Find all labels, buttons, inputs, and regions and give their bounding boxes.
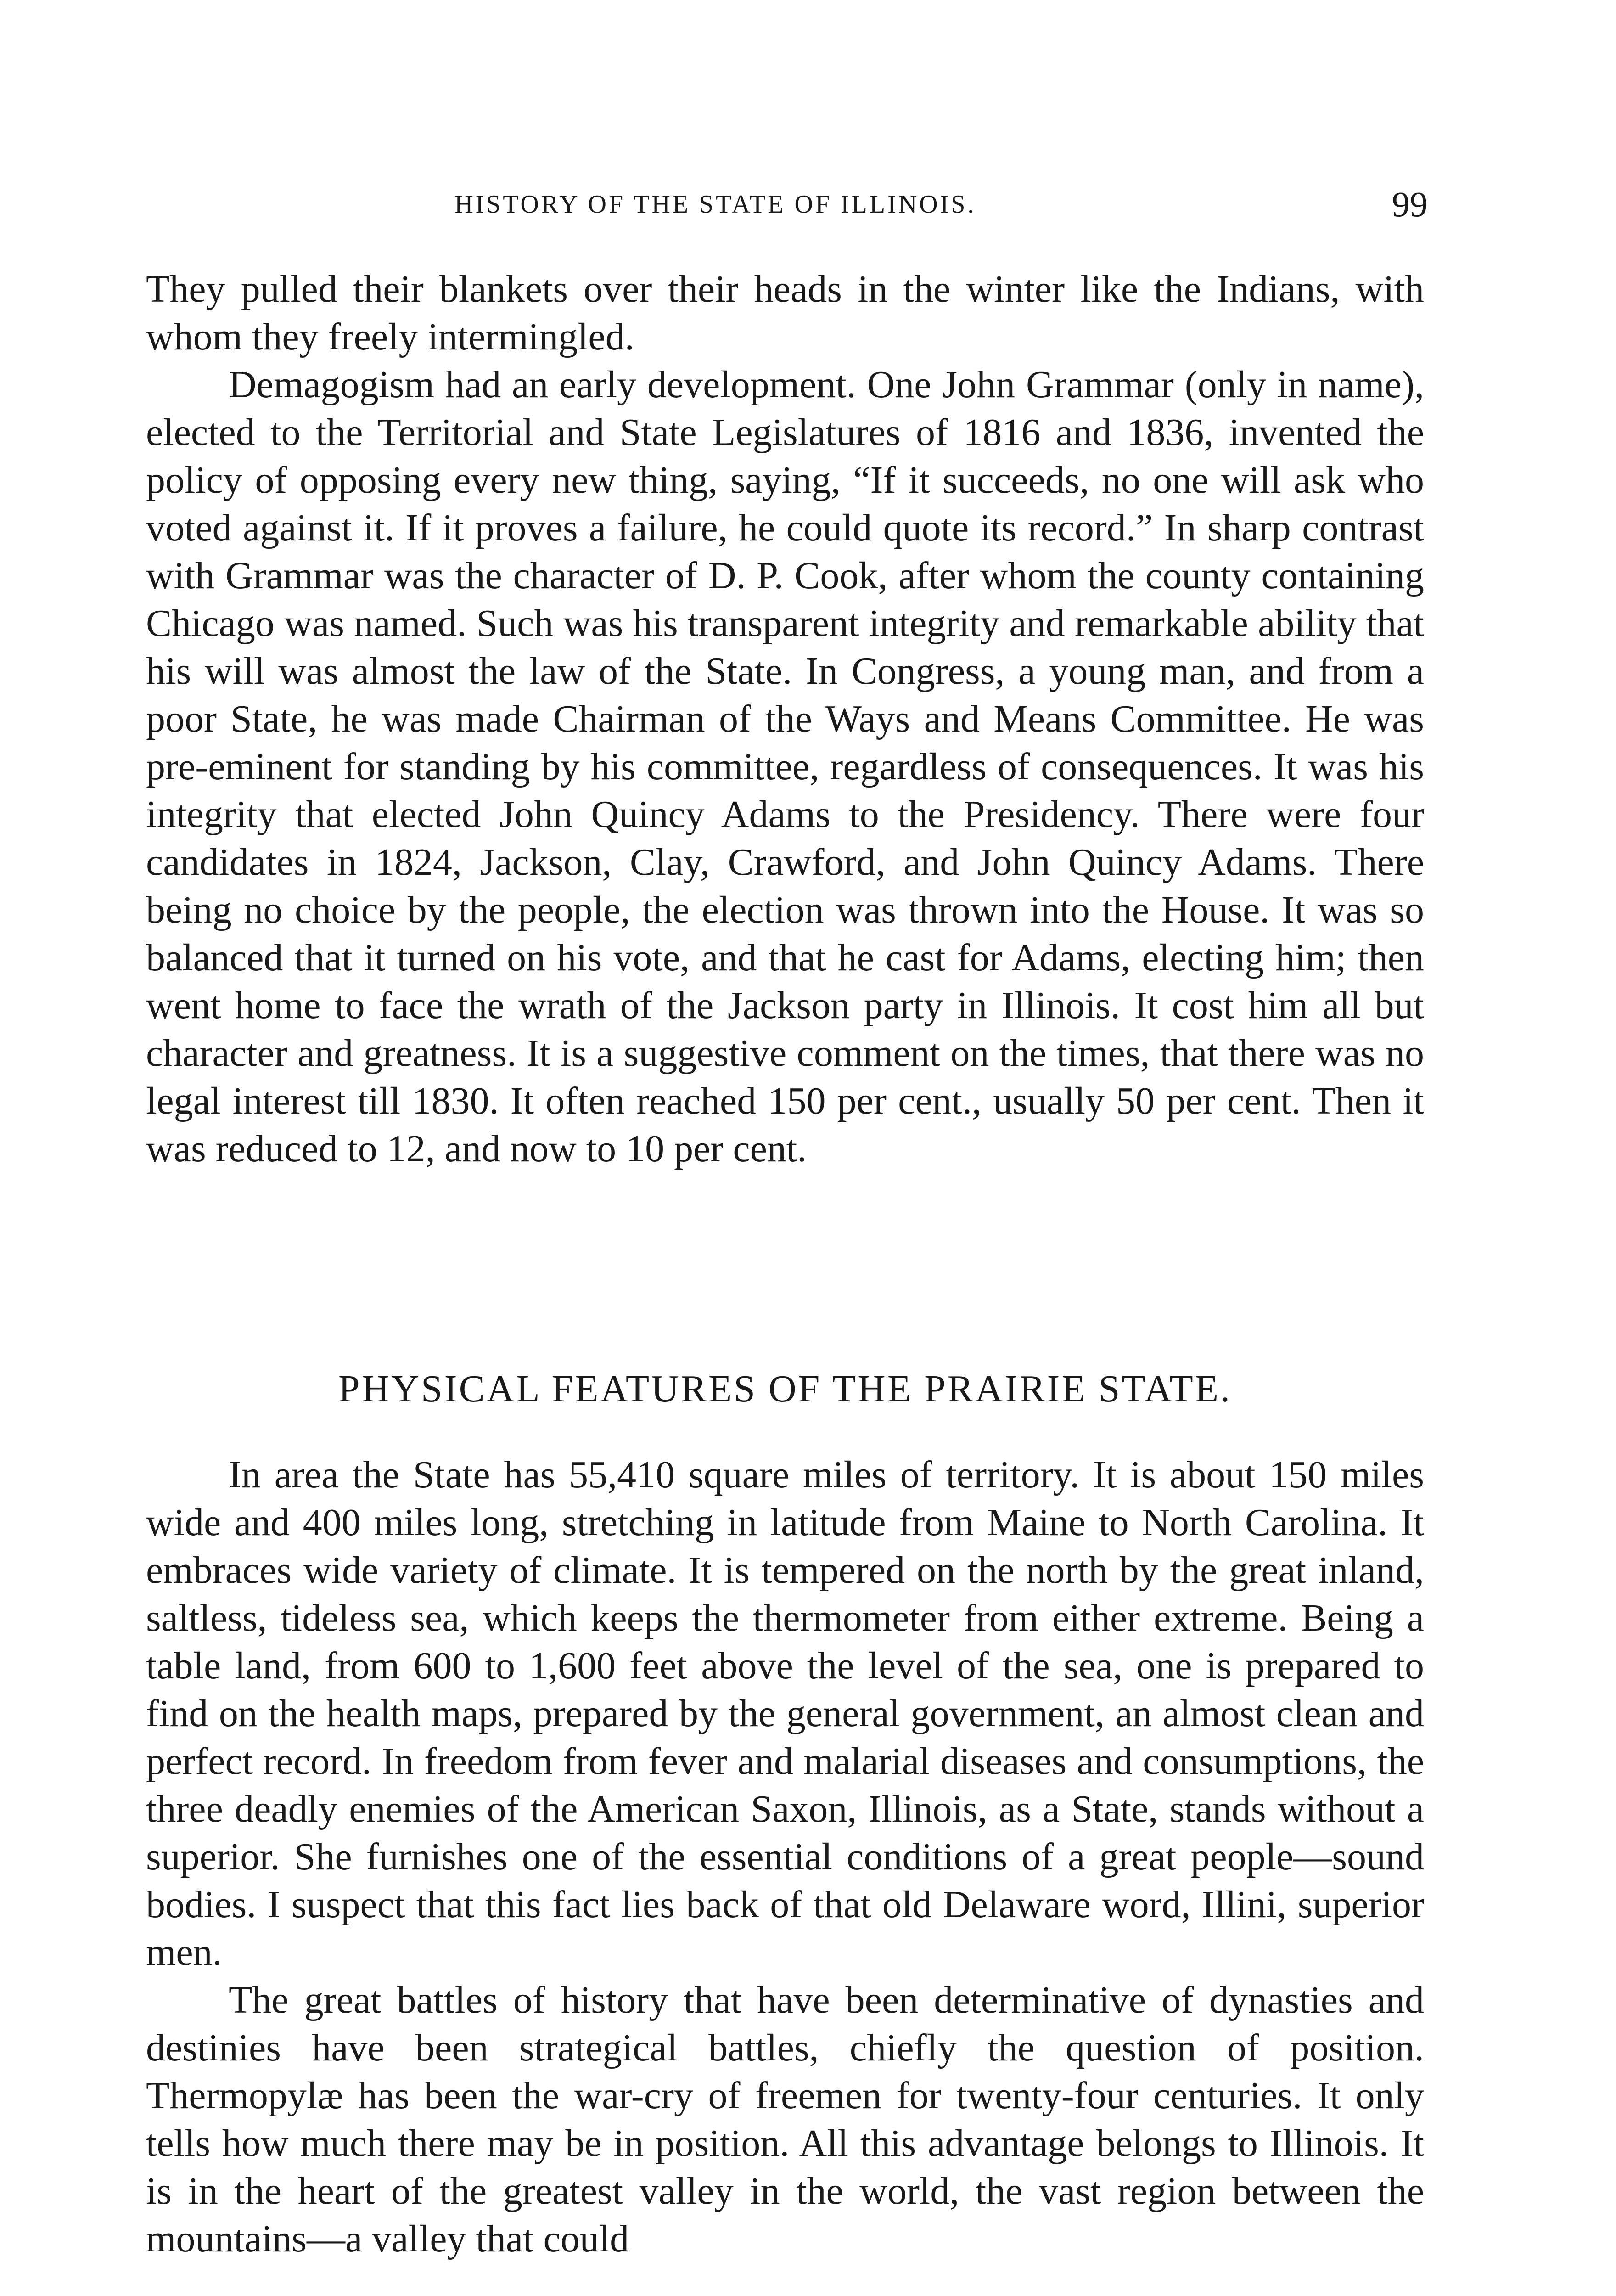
paragraph: The great battles of history that have been determinative of dynasties and destinies have been strategical battles, chiefly the question of position. Thermopylæ has been the war-cry of freemen for twenty-four centuries. It only tells how much there may be in position. All this advantage belongs to Illinois. It is in the heart of the greatest valley in the world, the vast region between the mountains—a valley that could bbox=[146, 1979, 1424, 2260]
running-title: HISTORY OF THE STATE OF ILLINOIS. bbox=[454, 190, 976, 219]
running-header bbox=[142, 181, 1428, 227]
paragraph: In area the State has 55,410 square miles of territory. It is about 150 miles wide and 400 miles long, stretching in latitude from Maine to North Carolina. It embraces wide variety of climate. It is tempered on the north by the great inland, saltless, tideless sea, which keeps the thermometer from either extreme. Being a table land, from 600 to 1,600 feet above the level of the sea, one is prepared to find on the health maps, prepared by the general government, an almost clean and perfect record. In freedom from fever and malarial diseases and consumptions, the three deadly enemies of the American Saxon, Illinois, as a State, stands without a superior. She furnishes one of the essential conditions of a great people—sound bodies. I suspect that this fact lies back of that old Delaware word, Illini, superior men. bbox=[146, 1453, 1424, 1974]
section-heading: PHYSICAL FEATURES OF THE PRAIRIE STATE. bbox=[338, 1367, 1232, 1410]
paragraph: They pulled their blankets over their heads in the winter like the Indians, with whom they freely intermingled. bbox=[146, 268, 1424, 358]
page-number: 99 bbox=[1392, 184, 1428, 224]
paragraph: Demagogism had an early development. One John Grammar (only in name), elected to the Territorial and State Legislatures of 1816 and 1836, invented the policy of opposing every new thing, saying, “If it succeeds, no one will ask who voted against it. If it proves a failure, he could quote its record.” In sharp contrast with Grammar was the character of D. P. Cook, after whom the county containing Chicago was named. Such was his transparent integrity and remarkable ability that his will was almost the law of the State. In Congress, a young man, and from a poor State, he was made Chairman of the Ways and Means Committee. He was pre-eminent for standing by his committee, regardless of consequences. It was his integrity that elected John Quincy Adams to the Presidency. There were four candidates in 1824, Jackson, Clay, Crawford, and John Quincy Adams. There being no choice by the people, the election was thrown into the House. It was so balanced that it turned on his vote, and that he cast for Adams, electing him; then went home to face the wrath of the Jackson party in Illinois. It cost him all but character and greatness. It is a suggestive comment on the times, that there was no legal interest till 1830. It often reached 150 per cent., usually 50 per cent. Then it was reduced to 12, and now to 10 per cent. bbox=[146, 363, 1424, 1170]
body-text-lower bbox=[146, 1451, 1424, 2263]
body-text-upper bbox=[146, 265, 1424, 1173]
